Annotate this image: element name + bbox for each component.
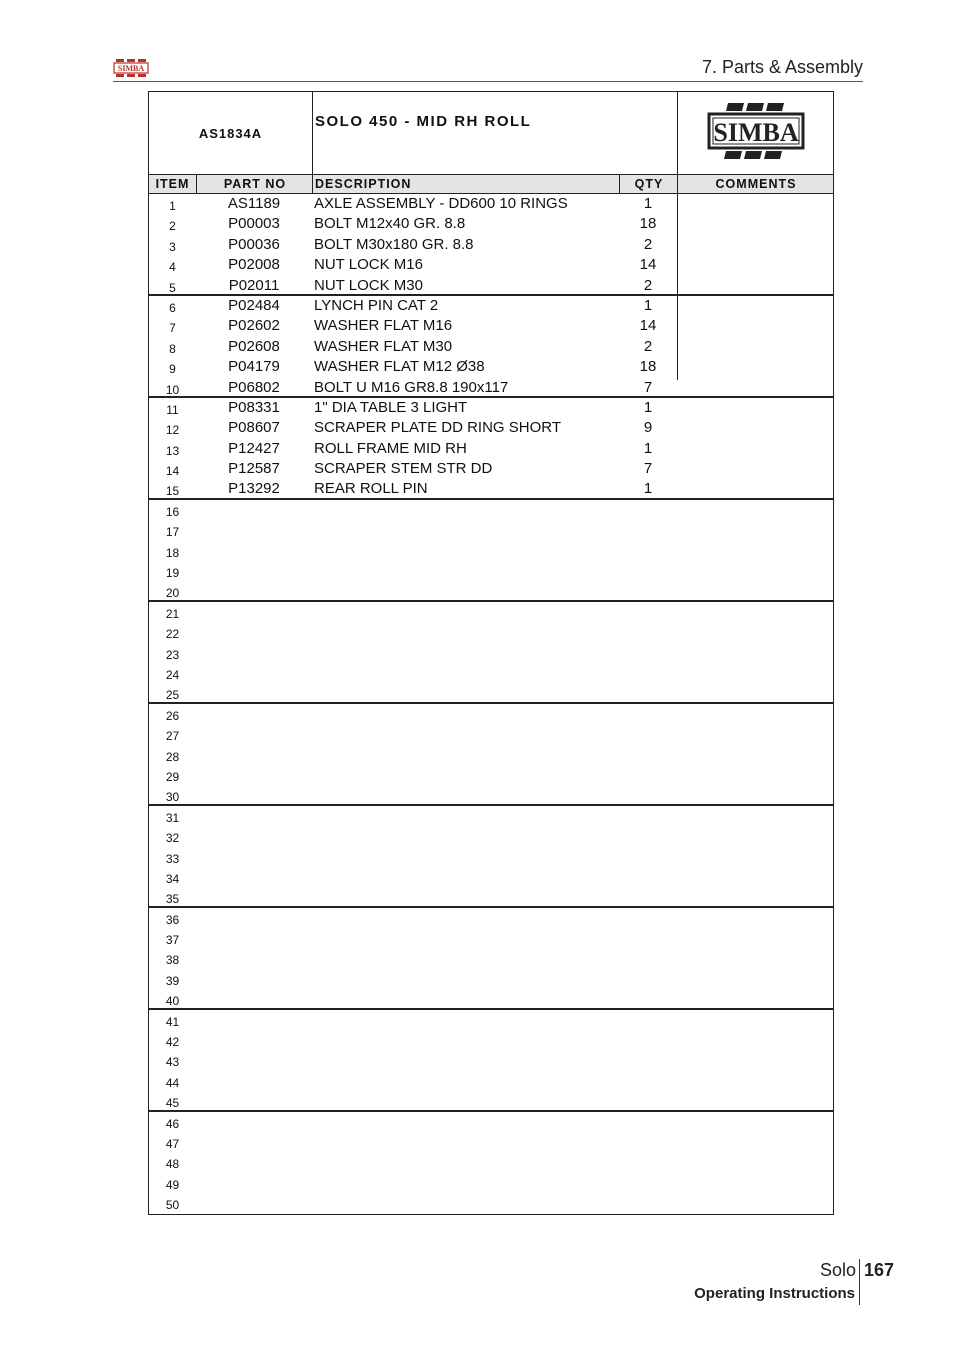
table-row — [149, 663, 833, 683]
part-description: SCRAPER STEM STR DD — [314, 460, 493, 478]
column-header-comments: COMMENTS — [677, 175, 834, 193]
column-header-part-no: PART NO — [196, 175, 313, 193]
item-number: 36 — [165, 912, 180, 927]
table-row — [149, 398, 833, 418]
item-number: 22 — [165, 627, 180, 642]
column-header-qty: QTY — [619, 175, 678, 193]
part-description: WASHER FLAT M30 — [314, 337, 453, 355]
footer-product: Solo — [819, 1260, 856, 1280]
table-row — [149, 785, 833, 805]
part-description: SCRAPER PLATE DD RING SHORT — [314, 419, 561, 437]
simba-logo — [677, 92, 833, 174]
table-row — [149, 337, 833, 357]
column-header-row — [149, 174, 833, 194]
table-row — [149, 867, 833, 887]
part-number: P13292 — [228, 480, 280, 498]
item-number: 7 — [169, 321, 176, 336]
part-description: BOLT U M16 GR8.8 190x117 — [314, 378, 509, 396]
table-row — [149, 948, 833, 968]
footer-divider — [859, 1259, 860, 1305]
parts-sheet — [148, 91, 834, 1215]
table-row — [149, 418, 833, 438]
part-quantity: 1 — [643, 195, 653, 212]
item-number: 45 — [165, 1096, 180, 1111]
item-number: 48 — [165, 1157, 180, 1172]
table-row — [149, 989, 833, 1009]
part-number: P12587 — [228, 460, 280, 478]
part-description: WASHER FLAT M16 — [314, 317, 453, 335]
item-number: 13 — [165, 443, 180, 458]
table-row — [149, 1071, 833, 1091]
part-quantity: 1 — [643, 398, 653, 416]
part-quantity: 18 — [639, 358, 657, 376]
item-number: 33 — [165, 851, 180, 866]
part-description: LYNCH PIN CAT 2 — [314, 296, 439, 314]
part-description: BOLT M12x40 GR. 8.8 — [314, 215, 466, 233]
item-number: 32 — [165, 831, 180, 846]
item-number: 31 — [165, 810, 180, 825]
table-row — [149, 520, 833, 540]
table-row — [149, 908, 833, 928]
table-row — [149, 1132, 833, 1152]
part-number: P06802 — [228, 378, 280, 396]
table-row — [149, 541, 833, 561]
table-row — [149, 1193, 833, 1213]
header-logo — [113, 58, 149, 78]
item-number: 38 — [165, 953, 180, 968]
item-number: 39 — [165, 973, 180, 988]
item-number: 28 — [165, 749, 180, 764]
table-row — [149, 847, 833, 867]
table-row — [149, 1030, 833, 1050]
item-number: 27 — [165, 729, 180, 744]
column-header-description: DESCRIPTION — [312, 175, 619, 193]
table-row — [149, 439, 833, 459]
table-row — [149, 643, 833, 663]
part-description: WASHER FLAT M12 Ø38 — [314, 358, 485, 376]
item-number: 42 — [165, 1035, 180, 1050]
item-number: 2 — [169, 219, 176, 234]
table-row — [149, 255, 833, 275]
part-number: P00003 — [228, 215, 280, 233]
part-number: P02608 — [228, 337, 280, 355]
item-number: 12 — [165, 423, 180, 438]
table-row — [149, 928, 833, 948]
item-number: 4 — [169, 260, 176, 275]
table-row — [149, 806, 833, 826]
table-row — [149, 500, 833, 520]
table-row — [149, 1173, 833, 1193]
item-number: 8 — [169, 341, 176, 356]
table-row — [149, 479, 833, 499]
part-number: P02602 — [228, 317, 280, 335]
table-row — [149, 1152, 833, 1172]
part-quantity: 7 — [643, 460, 653, 478]
table-row — [149, 459, 833, 479]
item-number: 14 — [165, 464, 180, 479]
item-number: 20 — [165, 586, 180, 601]
part-quantity: 1 — [643, 296, 653, 314]
table-row — [149, 1050, 833, 1070]
table-row — [149, 745, 833, 765]
table-row — [149, 316, 833, 336]
item-number: 18 — [165, 545, 180, 560]
part-number: P08331 — [228, 398, 280, 416]
item-number: 37 — [165, 933, 180, 948]
parts-rows — [149, 194, 833, 1214]
page-number: 167 — [864, 1260, 895, 1280]
item-number: 23 — [165, 647, 180, 662]
item-number: 24 — [165, 667, 180, 682]
table-row — [149, 724, 833, 744]
table-row — [149, 765, 833, 785]
part-description: 1" DIA TABLE 3 LIGHT — [314, 398, 468, 416]
item-number: 19 — [165, 566, 180, 581]
table-row — [149, 296, 833, 316]
item-number: 15 — [165, 484, 180, 499]
part-number: P02011 — [228, 276, 280, 294]
item-number: 47 — [165, 1136, 180, 1151]
item-number: 21 — [165, 606, 180, 621]
part-number: P02008 — [228, 256, 280, 274]
item-number: 35 — [165, 892, 180, 907]
item-number: 30 — [165, 790, 180, 805]
part-quantity: 7 — [643, 378, 653, 396]
table-row — [149, 969, 833, 989]
item-number: 44 — [165, 1075, 180, 1090]
part-quantity: 2 — [643, 276, 653, 294]
item-number: 10 — [165, 382, 180, 397]
table-row — [149, 887, 833, 907]
part-number: P02484 — [228, 296, 280, 314]
part-number: P04179 — [228, 358, 280, 376]
item-number: 40 — [165, 994, 180, 1009]
part-quantity: 1 — [643, 480, 653, 498]
footer-subtitle: Operating Instructions — [694, 1285, 855, 1302]
table-row — [149, 826, 833, 846]
table-row — [149, 704, 833, 724]
item-number: 46 — [165, 1116, 180, 1131]
header-divider — [113, 81, 863, 82]
column-divider-description — [312, 174, 313, 194]
table-row — [149, 194, 833, 214]
table-row — [149, 1112, 833, 1132]
item-number: 3 — [169, 239, 176, 254]
table-row — [149, 276, 833, 296]
item-number: 41 — [165, 1014, 180, 1029]
item-number: 43 — [165, 1055, 180, 1070]
part-quantity: 1 — [643, 439, 653, 457]
item-number: 34 — [165, 871, 180, 886]
table-row — [149, 622, 833, 642]
simba-logo-text: SIMBA — [712, 118, 799, 147]
table-row — [149, 1091, 833, 1111]
header-logo-text: SIMBA — [117, 64, 145, 73]
part-quantity: 14 — [639, 317, 657, 335]
assembly-number: AS1834A — [198, 125, 263, 141]
item-number: 29 — [165, 769, 180, 784]
section-title: 7. Parts & Assembly — [701, 57, 863, 77]
table-row — [149, 683, 833, 703]
part-quantity: 2 — [643, 235, 653, 253]
part-number: P00036 — [228, 235, 280, 253]
item-number: 11 — [166, 402, 179, 417]
part-number: P08607 — [228, 419, 280, 437]
item-number: 9 — [169, 362, 176, 377]
part-quantity: 9 — [643, 419, 653, 437]
part-quantity: 18 — [639, 215, 657, 233]
assembly-description: SOLO 450 - MID RH ROLL — [312, 92, 677, 174]
item-number: 50 — [165, 1198, 180, 1213]
item-number: 6 — [169, 300, 176, 315]
part-number: AS1189 — [227, 195, 281, 212]
sheet-title-row — [149, 92, 833, 174]
part-description: BOLT M30x180 GR. 8.8 — [314, 235, 474, 253]
table-row — [149, 378, 833, 398]
item-number: 26 — [165, 708, 180, 723]
part-description: NUT LOCK M16 — [314, 256, 423, 274]
table-row — [149, 581, 833, 601]
part-description: REAR ROLL PIN — [314, 480, 428, 498]
part-description: NUT LOCK M30 — [314, 276, 423, 294]
item-number: 16 — [165, 504, 180, 519]
part-description: ROLL FRAME MID RH — [314, 439, 467, 457]
table-row — [149, 561, 833, 581]
part-description: AXLE ASSEMBLY - DD600 10 RINGS — [314, 195, 568, 212]
table-row — [149, 357, 833, 377]
part-quantity: 2 — [643, 337, 653, 355]
item-number: 49 — [165, 1177, 180, 1192]
table-row — [149, 1010, 833, 1030]
item-number: 1 — [169, 199, 176, 213]
table-row — [149, 214, 833, 234]
table-row — [149, 602, 833, 622]
item-number: 17 — [165, 525, 180, 540]
column-header-item: ITEM — [155, 177, 190, 191]
part-number: P12427 — [228, 439, 280, 457]
item-number: 25 — [165, 688, 180, 703]
table-row — [149, 235, 833, 255]
item-number: 5 — [169, 280, 176, 295]
part-quantity: 14 — [639, 256, 657, 274]
